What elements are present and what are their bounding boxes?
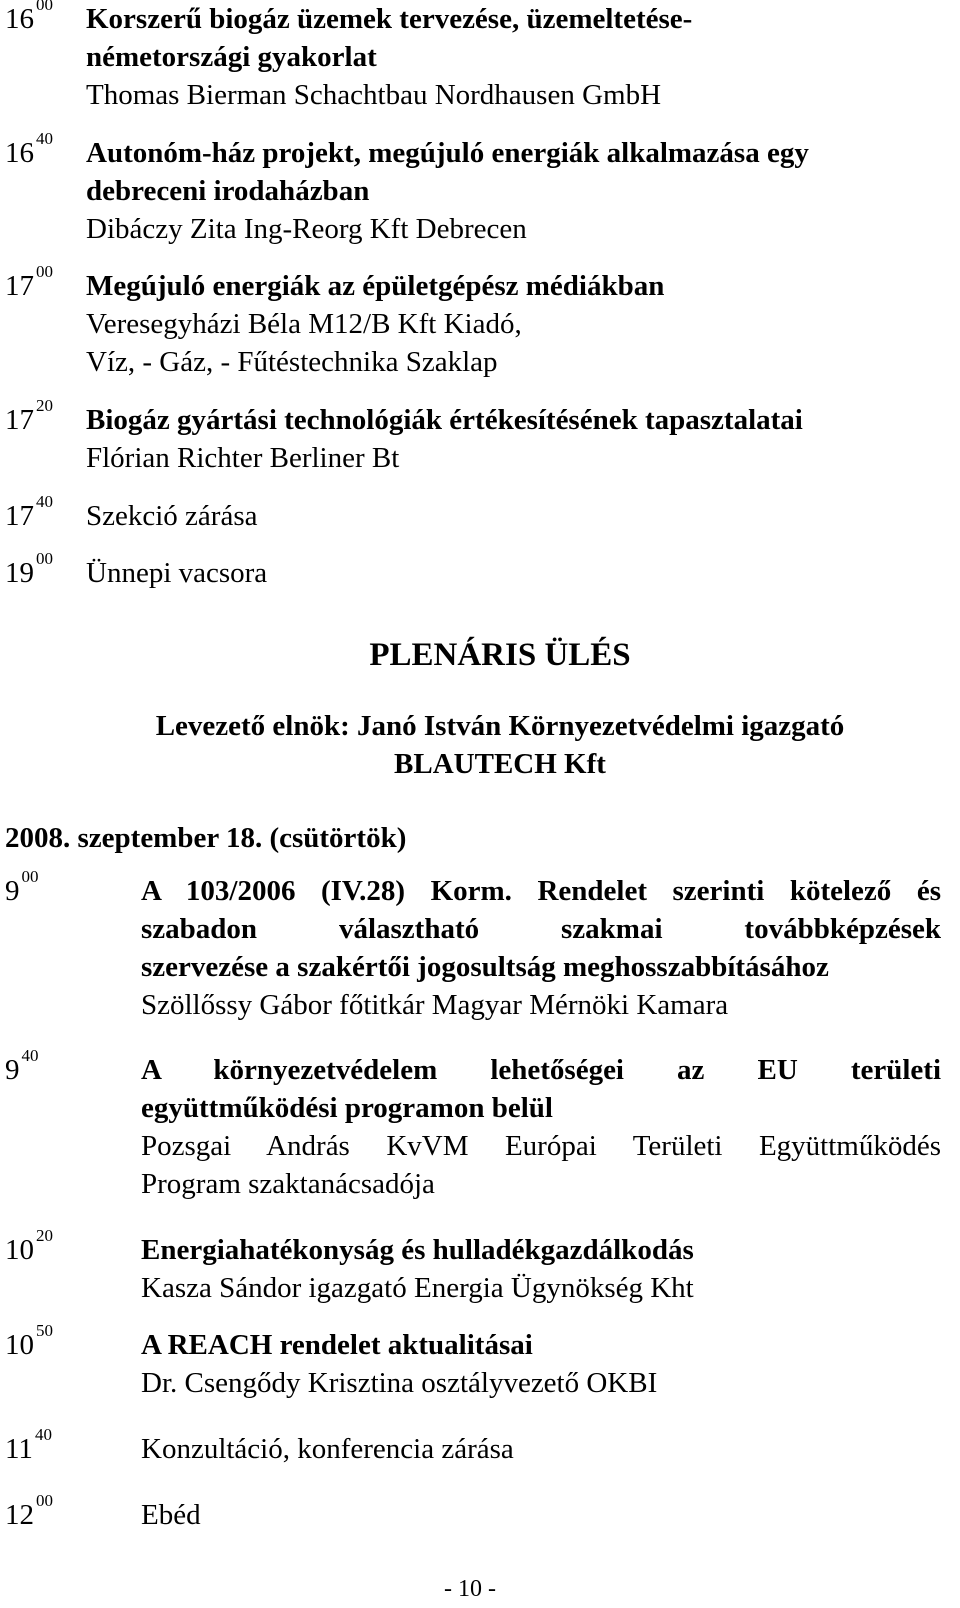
speaker: Thomas Bierman Schachtbau Nordhausen GmbH xyxy=(86,79,662,111)
speaker: Dibáczy Zita Ing-Reorg Kft Debrecen xyxy=(86,213,527,245)
session-note: Ebéd xyxy=(141,1499,201,1531)
time-label: 12 $^{00}$ xyxy=(5,1491,53,1531)
talk-title: debreceni irodaházban xyxy=(86,175,370,207)
time-label: 10 $^{50}$ xyxy=(5,1321,53,1361)
talk-title: németországi gyakorlat xyxy=(86,41,377,73)
talk-title: Megújuló energiák az épületgépész médiákban xyxy=(86,270,665,302)
session-note: Szekció zárása xyxy=(86,500,258,532)
talk-title: Autonóm-ház projekt, megújuló energiák alkalmazása egy xyxy=(86,137,809,169)
plenary-heading: PLENÁRIS ÜLÉS xyxy=(369,637,631,673)
talk-title: szervezése a szakértői jogosultság meghosszabbításához xyxy=(141,951,829,983)
page-number: - 10 - xyxy=(444,1576,496,1602)
time-label: 9 $^{40}$ xyxy=(5,1046,39,1086)
time-label: 16 $^{40}$ xyxy=(5,129,53,169)
chair-info xyxy=(0,707,960,783)
talk-title: Biogáz gyártási technológiák értékesítésének tapasztalatai xyxy=(86,404,803,436)
speaker: Víz, - Gáz, - Fűtéstechnika Szaklap xyxy=(86,346,498,378)
speaker: Veresegyházi Béla M12/B Kft Kiadó, xyxy=(86,308,522,340)
speaker: Szöllőssy Gábor főtitkár Magyar Mérnöki Kamara xyxy=(141,989,729,1021)
session-note: Konzultáció, konferencia zárása xyxy=(141,1433,514,1465)
time-label: 17 $^{00}$ xyxy=(5,262,53,302)
speaker: Flórian Richter Berliner Bt xyxy=(86,442,400,474)
talk-title: Korszerű biogáz üzemek tervezése, üzemeltetése- xyxy=(86,3,693,35)
time-label: 10 $^{20}$ xyxy=(5,1226,53,1266)
time-label: 17 $^{20}$ xyxy=(5,396,53,436)
speaker: Pozsgai András KvVM Európai Területi Együttműködés xyxy=(141,1130,941,1162)
speaker: Kasza Sándor igazgató Energia Ügynökség Kht xyxy=(141,1272,694,1304)
talk-title: Energiahatékonyság és hulladékgazdálkodás xyxy=(141,1234,694,1266)
talk-title: együttműködési programon belül xyxy=(141,1092,553,1124)
talk-title: A környezetvédelem lehetőségei az EU területi xyxy=(141,1054,941,1086)
chair-org: BLAUTECH Kft xyxy=(394,748,606,780)
speaker: Dr. Csengődy Krisztina osztályvezető OKBI xyxy=(141,1367,658,1399)
talk-title: A 103/2006 (IV.28) Korm. Rendelet szerinti kötelező és xyxy=(141,875,941,907)
day-date: 2008. szeptember 18. (csütörtök) xyxy=(5,822,407,854)
talk-title: A REACH rendelet aktualitásai xyxy=(141,1329,533,1361)
time-label: 17 $^{40}$ xyxy=(5,492,53,532)
session-note: Ünnepi vacsora xyxy=(86,557,268,589)
time-label: 9 $^{00}$ xyxy=(5,867,39,907)
time-label: 11 $^{40}$ xyxy=(5,1425,52,1465)
time-label: 16 $^{00}$ xyxy=(5,0,53,35)
chair-line: Levezető elnök: Janó István Környezetvédelmi igazgató xyxy=(155,710,845,742)
talk-title: szabadon választható szakmai továbbképzések xyxy=(141,913,941,945)
time-label: 19 $^{00}$ xyxy=(5,549,53,589)
speaker: Program szaktanácsadója xyxy=(141,1168,435,1200)
